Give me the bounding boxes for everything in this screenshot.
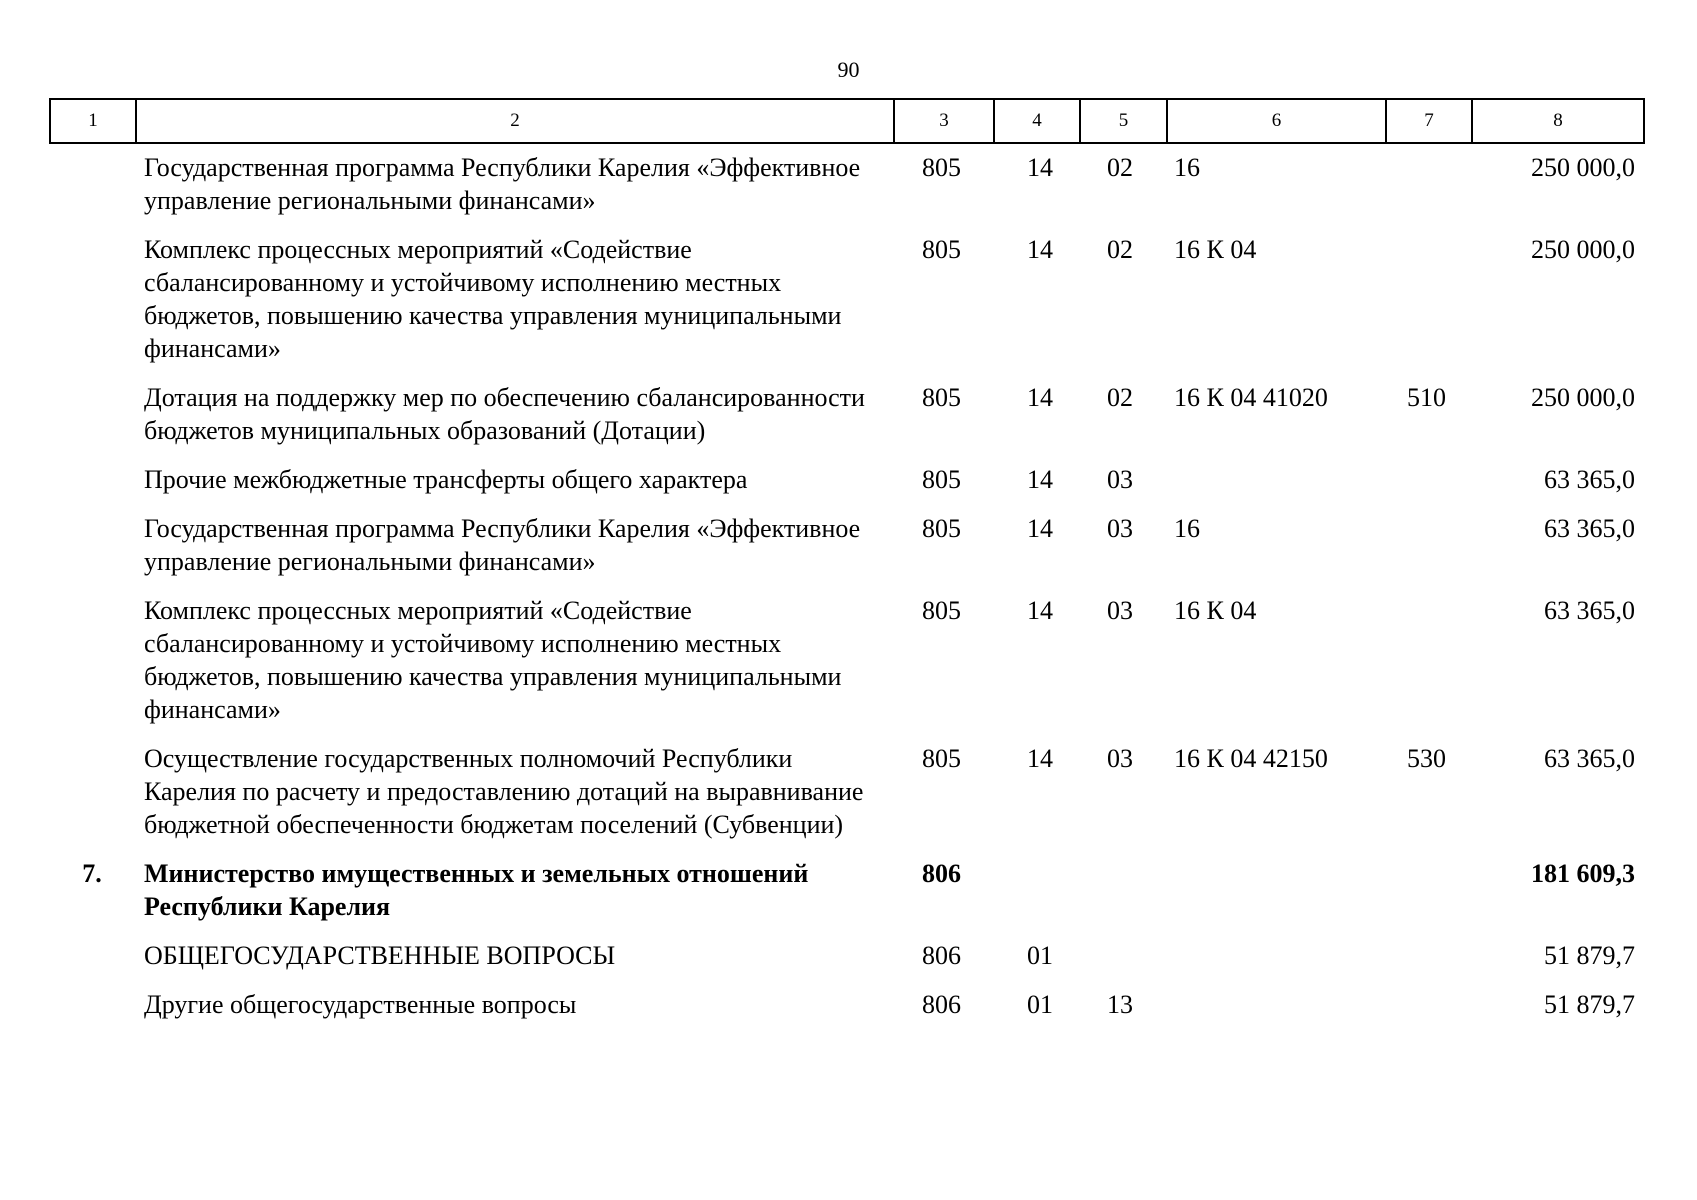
- row-number: [49, 143, 135, 221]
- table-header: [49, 98, 1645, 144]
- row-number: [49, 500, 135, 582]
- row-subsection: 03: [1107, 514, 1133, 543]
- table-row: [49, 582, 1643, 730]
- row-amount: 63 365,0: [1544, 744, 1635, 773]
- row-expense-type: [1385, 582, 1471, 730]
- column-header-8: 8: [1472, 99, 1644, 143]
- row-expense-type: [1385, 927, 1471, 976]
- table-row: [49, 927, 1643, 976]
- table-row: [49, 143, 1643, 221]
- row-subsection: 02: [1107, 153, 1133, 182]
- column-header-3: 3: [894, 99, 994, 143]
- row-ministry-code: 805: [922, 744, 961, 773]
- table-row: [49, 730, 1643, 845]
- row-amount: 51 879,7: [1544, 990, 1635, 1019]
- row-expense-type: [1385, 845, 1471, 927]
- row-ministry-code: 805: [922, 383, 961, 412]
- row-amount: 51 879,7: [1544, 941, 1635, 970]
- row-amount: 63 365,0: [1544, 465, 1635, 494]
- row-number: [49, 976, 135, 1025]
- row-number: [49, 730, 135, 845]
- row-ministry-code: 806: [922, 941, 961, 970]
- row-name: ОБЩЕГОСУДАРСТВЕННЫЕ ВОПРОСЫ: [144, 941, 616, 970]
- budget-table: [49, 143, 1643, 1025]
- row-target-article: 16: [1174, 153, 1200, 182]
- table-row: [49, 221, 1643, 369]
- row-ministry-code: 805: [922, 235, 961, 264]
- row-expense-type: 530: [1407, 744, 1446, 773]
- row-name: Прочие межбюджетные трансферты общего характера: [144, 465, 748, 494]
- row-expense-type: 510: [1407, 383, 1446, 412]
- column-header-5: 5: [1080, 99, 1167, 143]
- row-amount: 63 365,0: [1544, 596, 1635, 625]
- row-section: 14: [1027, 383, 1053, 412]
- row-section: 14: [1027, 744, 1053, 773]
- row-number: [49, 451, 135, 500]
- row-expense-type: [1385, 500, 1471, 582]
- row-subsection: 02: [1107, 383, 1133, 412]
- row-name: Министерство имущественных и земельных отношений Республики Карелия: [144, 859, 809, 921]
- row-subsection: 03: [1107, 465, 1133, 494]
- row-section: 14: [1027, 153, 1053, 182]
- row-name: Государственная программа Республики Карелия «Эффективное управление региональными финансами»: [144, 514, 861, 576]
- row-amount: 63 365,0: [1544, 514, 1635, 543]
- row-number: [49, 221, 135, 369]
- row-subsection: [1079, 927, 1166, 976]
- row-name: Комплекс процессных мероприятий «Содействие сбалансированному и устойчивому исполнению местных бюджетов, повышению качества управления муниципальными финансами»: [144, 235, 842, 363]
- table-row: [49, 845, 1643, 927]
- column-header-6: 6: [1167, 99, 1386, 143]
- row-number: [49, 369, 135, 451]
- column-header-7: 7: [1386, 99, 1472, 143]
- row-number: 7.: [82, 859, 102, 888]
- row-name: Комплекс процессных мероприятий «Содействие сбалансированному и устойчивому исполнению местных бюджетов, повышению качества управления муниципальными финансами»: [144, 596, 842, 724]
- row-ministry-code: 805: [922, 514, 961, 543]
- row-name: Дотация на поддержку мер по обеспечению сбалансированности бюджетов муниципальных образований (Дотации): [144, 383, 865, 445]
- row-ministry-code: 806: [922, 990, 961, 1019]
- row-subsection: 13: [1107, 990, 1133, 1019]
- row-amount: 250 000,0: [1531, 235, 1635, 264]
- row-target-article: 16 К 04 42150: [1174, 744, 1328, 773]
- column-header-1: 1: [50, 99, 136, 143]
- row-section: 14: [1027, 235, 1053, 264]
- row-expense-type: [1385, 451, 1471, 500]
- row-expense-type: [1385, 976, 1471, 1025]
- row-target-article: 16 К 04: [1174, 596, 1257, 625]
- row-amount: 250 000,0: [1531, 383, 1635, 412]
- row-name: Осуществление государственных полномочий Республики Карелия по расчету и предоставлению дотаций на выравнивание бюджетной обеспеченности бюджетам поселений (Субвенции): [144, 744, 864, 839]
- row-amount: 181 609,3: [1531, 859, 1635, 888]
- row-target-article: 16 К 04: [1174, 235, 1257, 264]
- row-subsection: 03: [1107, 744, 1133, 773]
- row-target-article: 16 К 04 41020: [1174, 383, 1328, 412]
- row-name: Другие общегосударственные вопросы: [144, 990, 577, 1019]
- row-section: 14: [1027, 514, 1053, 543]
- row-subsection: 02: [1107, 235, 1133, 264]
- row-target-article: [1166, 976, 1385, 1025]
- table-row: [49, 451, 1643, 500]
- row-number: [49, 582, 135, 730]
- table-row: [49, 369, 1643, 451]
- row-subsection: 03: [1107, 596, 1133, 625]
- row-section: 01: [1027, 941, 1053, 970]
- row-ministry-code: 805: [922, 153, 961, 182]
- column-header-2: 2: [136, 99, 894, 143]
- row-target-article: 16: [1174, 514, 1200, 543]
- row-name: Государственная программа Республики Карелия «Эффективное управление региональными финансами»: [144, 153, 861, 215]
- row-expense-type: [1385, 221, 1471, 369]
- row-ministry-code: 805: [922, 465, 961, 494]
- row-section: [993, 845, 1079, 927]
- row-section: 14: [1027, 596, 1053, 625]
- row-ministry-code: 806: [922, 859, 961, 888]
- row-section: 01: [1027, 990, 1053, 1019]
- column-header-4: 4: [994, 99, 1080, 143]
- row-target-article: [1166, 451, 1385, 500]
- table-row: [49, 976, 1643, 1025]
- row-section: 14: [1027, 465, 1053, 494]
- row-ministry-code: 805: [922, 596, 961, 625]
- row-amount: 250 000,0: [1531, 153, 1635, 182]
- row-target-article: [1166, 927, 1385, 976]
- row-expense-type: [1385, 143, 1471, 221]
- table-row: [49, 500, 1643, 582]
- page-number: 90: [837, 57, 860, 82]
- row-target-article: [1166, 845, 1385, 927]
- row-number: [49, 927, 135, 976]
- row-subsection: [1079, 845, 1166, 927]
